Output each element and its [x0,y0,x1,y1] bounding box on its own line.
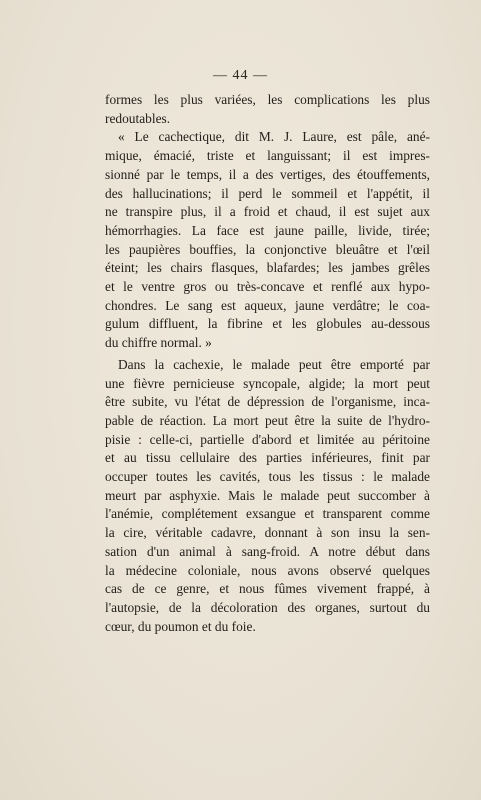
text-line: et le ventre gros ou très-concave et renflé aux hypo- [105,279,430,295]
text-line: pisie : celle-ci, partielle d'abord et limitée au péritoine [105,431,430,447]
text-line: cas de ce genre, et nous fûmes vivement frappé, à [105,581,430,597]
text-line: meurt par asphyxie. Mais le malade peut succomber à [105,487,430,503]
text-line: cœur, du poumon et du foie. [105,618,256,634]
paragraph-2 [105,128,430,352]
paragraph-1 [105,91,430,128]
text-line: des hallucinations; il perd le sommeil et l'appétit, il [105,185,430,201]
text-line: la médecine coloniale, nous avons observé quelques [105,562,430,578]
text-line: du chiffre normal. » [105,335,212,351]
text-line: sionné par le temps, il a des vertiges, des étouffements, [105,166,430,182]
text-line: Dans la cachexie, le malade peut être emporté par [118,356,430,372]
text-line: occuper toutes les cavités, tous les tissus : le malade [105,469,430,485]
body-text [105,91,430,636]
text-line: pable de réaction. La mort peut être la suite de l'hydro- [105,412,430,428]
text-line: gulum diffluent, la fibrine et les globules au-dessous [105,316,430,332]
text-line: être subite, vu l'état de dépression de l'organisme, inca- [105,394,430,410]
text-line: ne transpire plus, il a froid et chaud, il est sujet aux [105,204,430,220]
text-line: mique, émacié, triste et languissant; il est impres- [105,148,430,164]
page-number: — 44 — [213,68,268,83]
paragraph-3 [105,356,430,637]
text-line: hémorrhagies. La face est jaune paille, livide, tirée; [105,222,430,238]
text-line: formes les plus variées, les complications les plus [105,92,430,107]
text-line: l'anémie, complétement exsangue et transparent comme [105,506,430,522]
text-line: « Le cachectique, dit M. J. Laure, est pâle, ané- [118,129,430,145]
text-line: sation d'un animal à sang-froid. A notre début dans [105,543,430,559]
text-line: une fièvre pernicieuse syncopale, algide; la mort peut [105,375,430,391]
text-line: la cire, véritable cadavre, donnant à son insu la sen- [105,525,430,541]
text-line: les paupières bouffies, la conjonctive bleuâtre et l'œil [105,241,430,257]
text-line: et au tissu cellulaire des parties inférieures, finit par [105,450,430,466]
text-line: redoutables. [105,110,171,126]
text-line: l'autopsie, de la décoloration des organes, surtout du [105,599,430,615]
text-line: éteint; les chairs flasques, blafardes; les jambes grêles [105,260,430,276]
text-line: chondres. Le sang est aqueux, jaune verdâtre; le coa- [105,297,430,313]
